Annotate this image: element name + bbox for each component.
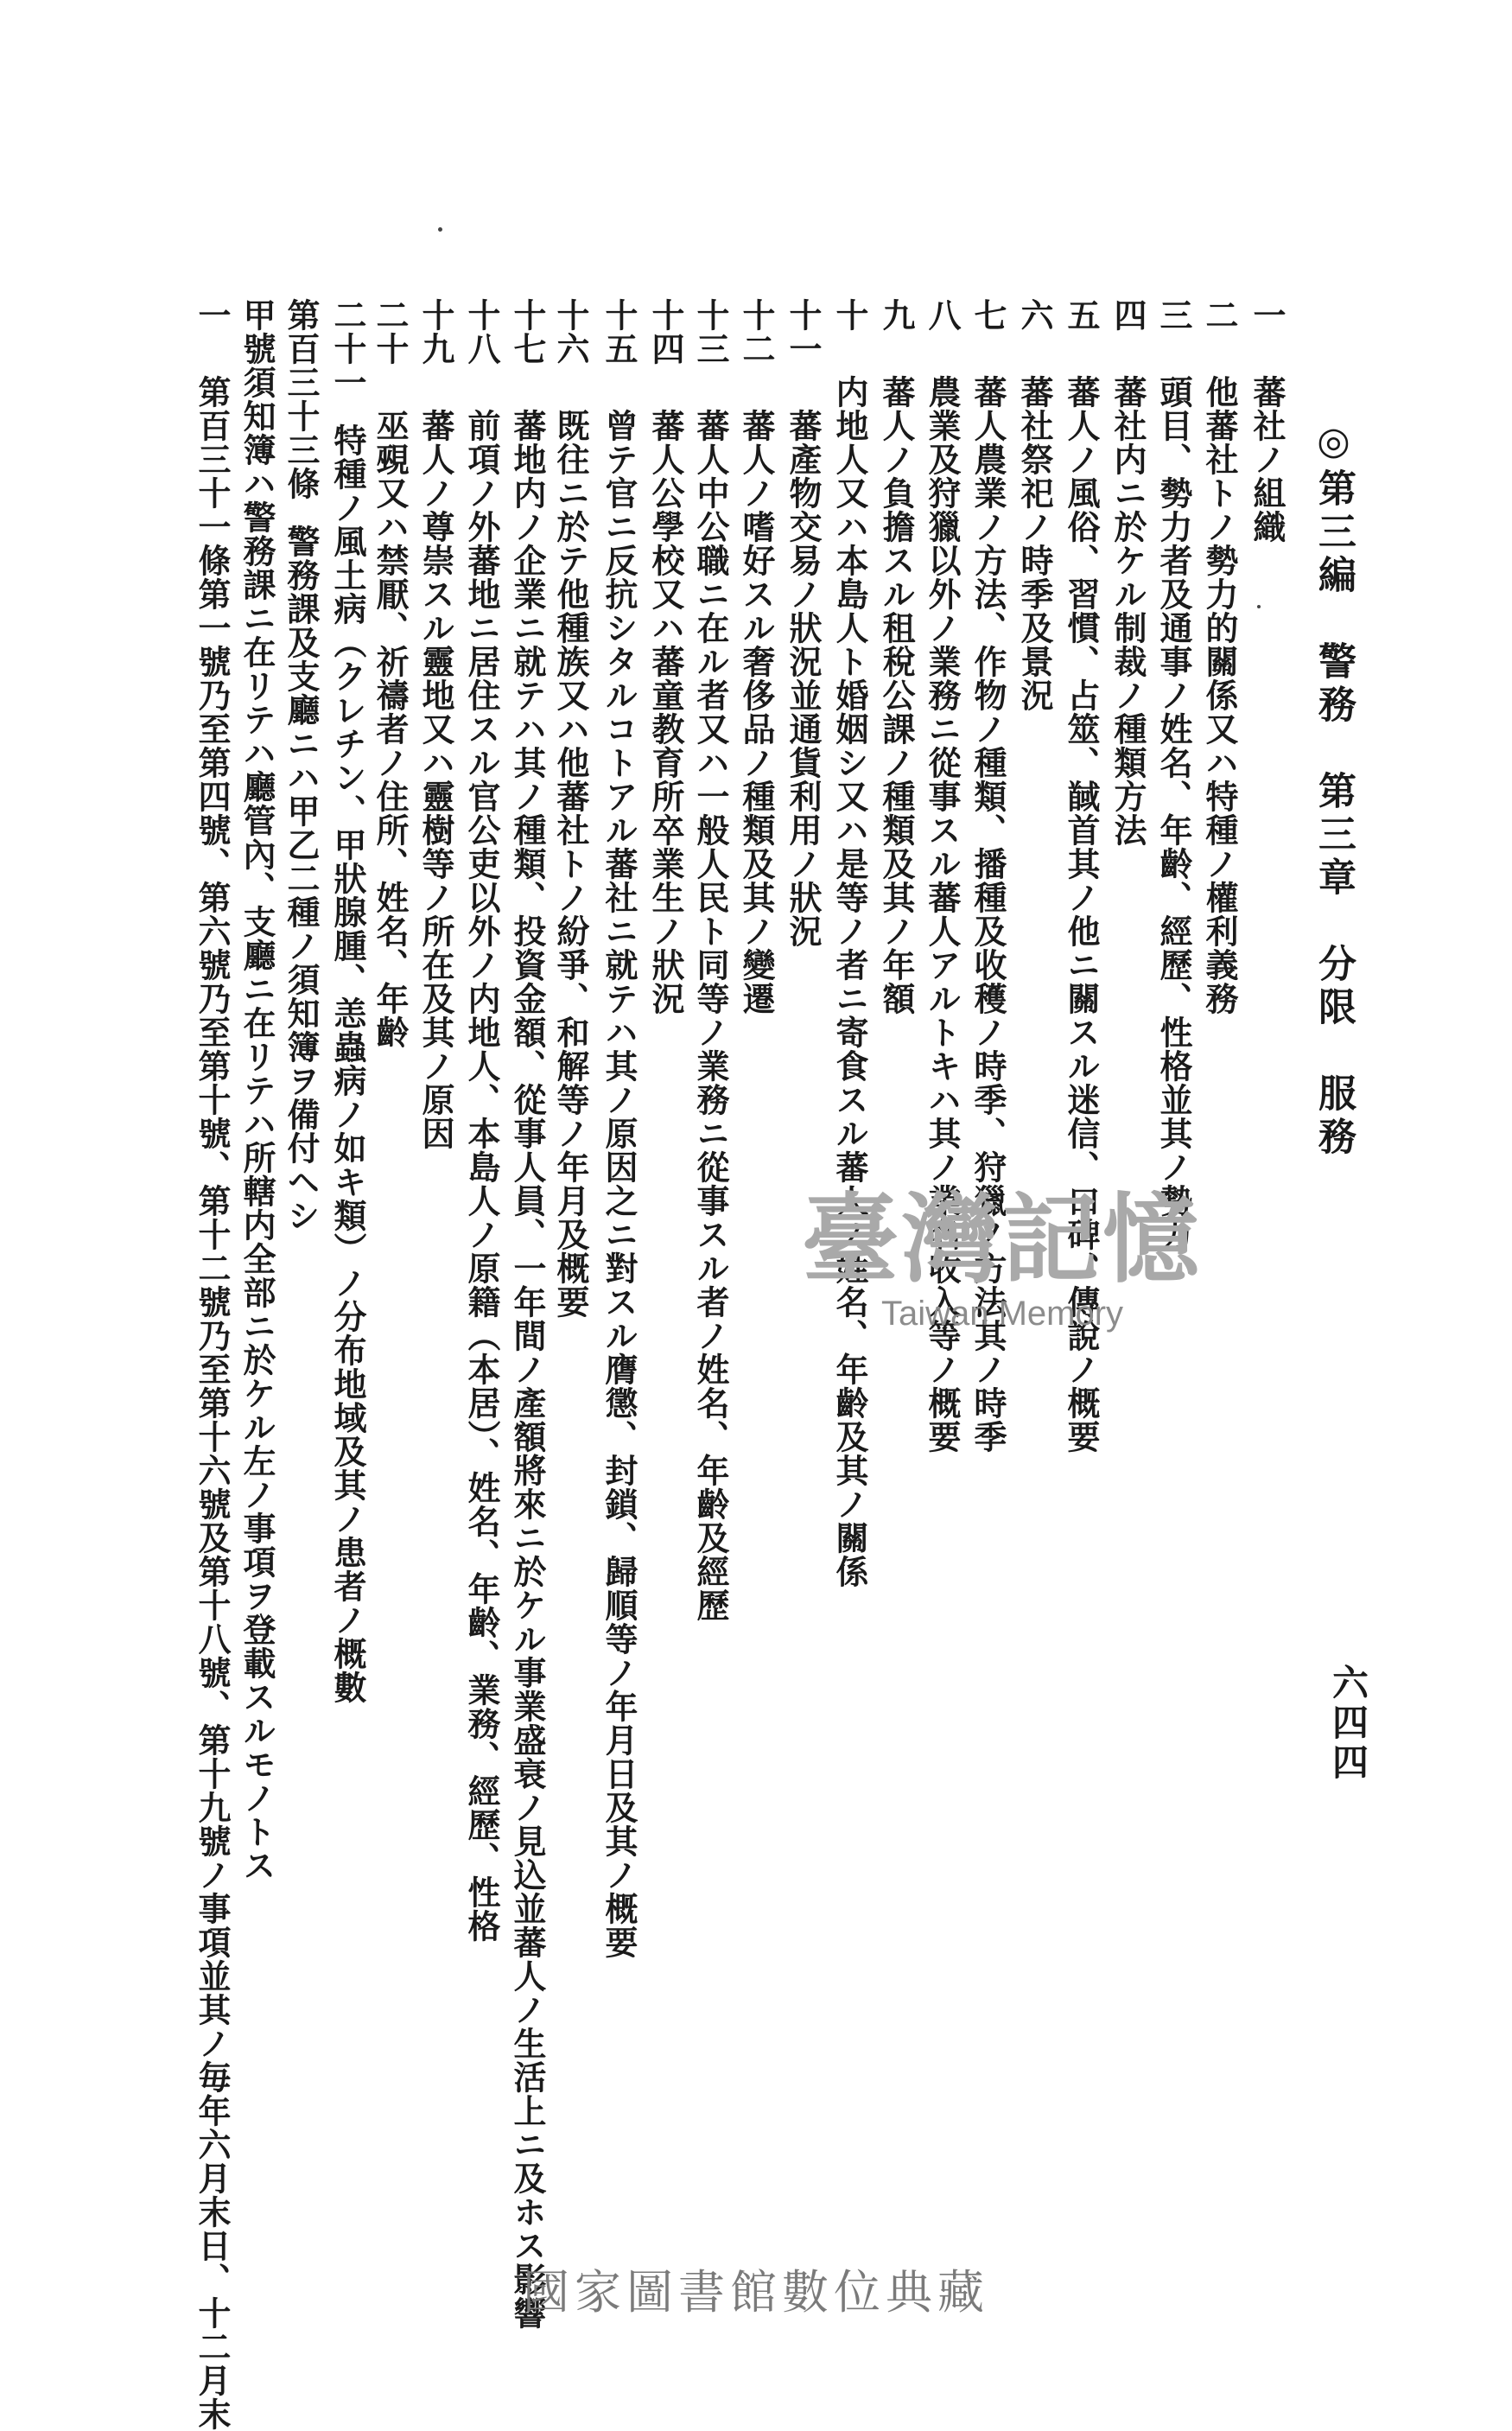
text-column (551, 298, 590, 1319)
item-text: 曾テ官ニ反抗シタルコトアル蕃社ニ就テハ其ノ原因之ニ對スル膺懲、封鎖、歸順等ノ年月日及其ノ概要 (600, 409, 638, 1959)
item-text: 蕃人農業ノ方法、作物ノ種類、播種及收穫ノ時季、狩獵ノ方法其ノ時季 (969, 375, 1007, 1454)
item-number: 十六 (551, 298, 590, 366)
text-column (508, 298, 547, 2330)
item-number: 九 (877, 298, 916, 332)
item-number: 第百三十三條 (282, 298, 321, 500)
item-text: 蕃社祭祀ノ時季及景況 (1015, 375, 1054, 712)
item-text: 警務課及支廳ニハ甲乙二種ノ須知簿ヲ備付ヘシ (282, 525, 321, 1232)
text-column (328, 298, 367, 1704)
text-column (1015, 298, 1054, 712)
page-header: ◎第三編 警務 第三章 分限 服務 (1312, 419, 1356, 1160)
item-text: 他蕃社トノ勢力的關係又ハ特種ノ權利義務 (1200, 375, 1239, 1015)
footer-credit: 國家圖書館數位典藏 (523, 2265, 989, 2320)
item-text: 蕃人ノ風俗、習慣、占筮、馘首其ノ他ニ關スル迷信、口碑、傳說ノ概要 (1062, 375, 1101, 1454)
item-text: 蕃人公學校又ハ蕃童教育所卒業生ノ狀況 (646, 409, 685, 1015)
item-number: 七 (969, 298, 1007, 332)
item-number: 五 (1062, 298, 1101, 332)
text-column (1248, 298, 1286, 544)
item-text: 蕃人ノ尊崇スル靈地又ハ靈樹等ノ所在及其ノ原因 (416, 409, 455, 1150)
text-column (691, 298, 730, 1622)
item-text: 内地人又ハ本島人ト婚姻シ又ハ是等ノ者ニ寄食スル蕃人ノ姓名、年齡及其ノ關係 (830, 375, 869, 1588)
item-number: 三 (1154, 298, 1193, 332)
text-column (193, 298, 232, 2431)
item-number: 十四 (646, 298, 685, 366)
watermark-subtitle: Taiwan Memory (880, 1295, 1124, 1333)
item-number: 十七 (508, 298, 547, 366)
item-text: 農業及狩獵以外ノ業務ニ從事スル蕃人アルトキハ其ノ業名收入等ノ概要 (923, 375, 962, 1454)
item-text: 蕃社ノ組織 (1248, 375, 1286, 544)
item-text: 前項ノ外蕃地ニ居住スル官公吏以外ノ内地人、本島人ノ原籍（本居）、姓名、年齡、業務、經歷、性格 (462, 409, 501, 1943)
item-number: 十 (830, 298, 869, 332)
item-text: 蕃社内ニ於ケル制裁ノ種類方法 (1109, 375, 1147, 847)
item-text: 第百三十一條第一號乃至第四號、第六號乃至第十號、第十二號乃至第十六號及第十八號、第十九號ノ事項並其ノ毎年六月末日、十二月末 (193, 375, 232, 2431)
text-column (1200, 298, 1239, 1015)
item-text: 蕃地内ノ企業ニ就テハ其ノ種類、投資金額、從事人員、一年間ノ產額將來ニ於ケル事業盛衰ノ見込並蕃人ノ生活上ニ及ホス影響 (508, 409, 547, 2330)
text-column (238, 298, 276, 1882)
item-number: 十二 (737, 298, 776, 366)
item-number: 八 (923, 298, 962, 332)
item-text: 甲號須知簿ハ警務課ニ在リテハ廳管內、支廳ニ在リテハ所轄内全部ニ於ケル左ノ事項ヲ登載スルモノトス (238, 298, 276, 1882)
item-number: 十一 (784, 298, 823, 366)
text-column (1109, 298, 1147, 847)
item-number: 一 (1248, 298, 1286, 332)
item-number: 十九 (416, 298, 455, 366)
item-number: 六 (1015, 298, 1054, 332)
text-column (877, 298, 916, 1015)
text-column (784, 298, 823, 948)
text-column (737, 298, 776, 1015)
text-column (600, 298, 638, 1959)
item-text: 蕃人ノ負擔スル租稅公課ノ種類及其ノ年額 (877, 375, 916, 1015)
item-number: 十三 (691, 298, 730, 366)
scan-speck (438, 227, 442, 232)
item-number: 四 (1109, 298, 1147, 332)
item-number: 二 (1200, 298, 1239, 332)
text-column (462, 298, 501, 1943)
watermark (760, 1162, 1244, 1352)
page-number: 六四四 (1327, 1664, 1369, 1783)
watermark-title: 臺灣記憶 (802, 1183, 1203, 1296)
item-text: 特種ノ風土病（クレチン、甲狀腺腫、恙蟲病ノ如キ類）ノ分布地域及其ノ患者ノ概數 (328, 423, 367, 1704)
text-column (1154, 298, 1193, 1251)
item-text: 蕃產物交易ノ狀況並通貨利用ノ狀況 (784, 409, 823, 948)
item-number: 一 (193, 298, 232, 332)
text-column (416, 298, 455, 1150)
item-text: 蕃人中公職ニ在ル者又ハ一般人民ト同等ノ業務ニ從事スル者ノ姓名、年齡及經歷 (691, 409, 730, 1622)
item-number: 十八 (462, 298, 501, 366)
text-column (371, 298, 410, 1049)
item-number: 二十一 (328, 298, 367, 399)
text-column (830, 298, 869, 1588)
text-column (282, 298, 321, 1232)
text-column (646, 298, 685, 1015)
item-text: 頭目、勢力者及通事ノ姓名、年齡、經歷、性格並其ノ勢力 (1154, 375, 1193, 1251)
scan-speck (1257, 605, 1261, 608)
item-number: 二十 (371, 298, 410, 366)
item-text: 巫覡又ハ禁厭、祈禱者ノ住所、姓名、年齡 (371, 409, 410, 1049)
item-number: 十五 (600, 298, 638, 366)
item-text: 既往ニ於テ他種族又ハ他蕃社トノ紛爭、和解等ノ年月及概要 (551, 409, 590, 1319)
item-text: 蕃人ノ嗜好スル奢侈品ノ種類及其ノ變遷 (737, 409, 776, 1015)
